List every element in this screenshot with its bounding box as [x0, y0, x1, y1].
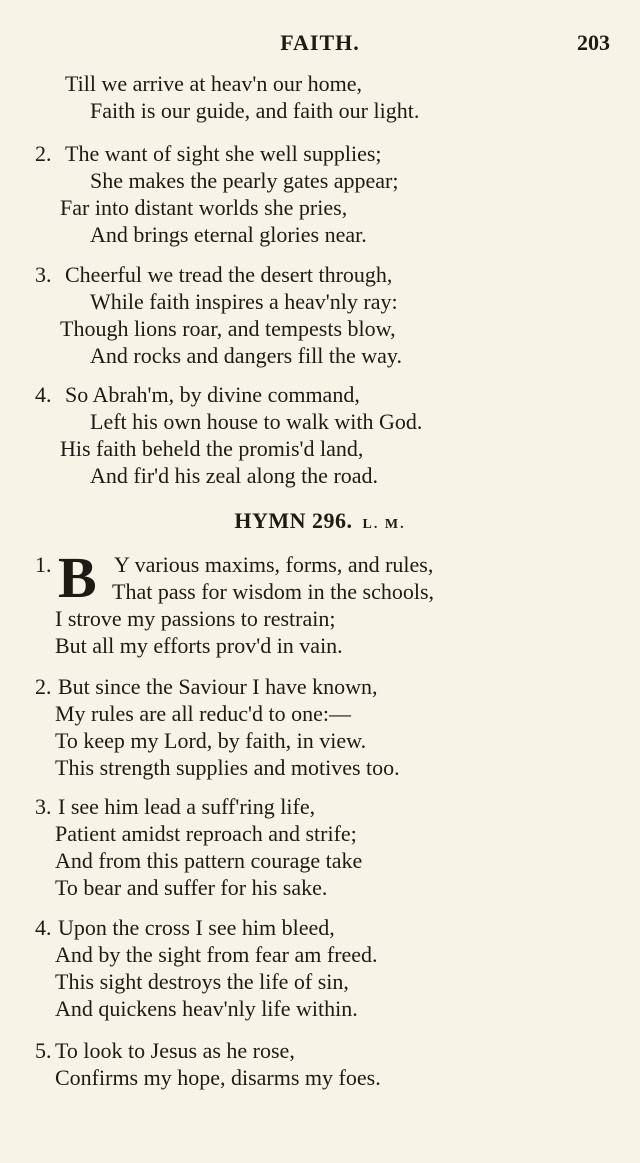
stanza-number: 5. — [35, 1038, 52, 1063]
verse-line: So Abrah'm, by divine command, — [65, 382, 360, 407]
stanza-number: 4. — [35, 382, 52, 407]
stanza-number: 3. — [35, 794, 52, 819]
carryover-stanza — [0, 70, 600, 124]
verse-line: And quickens heav'nly life within. — [55, 996, 358, 1021]
verse-line: She makes the pearly gates appear; — [90, 168, 399, 193]
hymn296-stanza-3 — [0, 793, 600, 901]
verse-line: Confirms my hope, disarms my foes. — [55, 1065, 381, 1090]
hymn296-stanza-2 — [0, 673, 600, 781]
verse-line: Patient amidst reproach and strife; — [55, 821, 357, 846]
stanza-3 — [0, 261, 600, 369]
verse-line: But all my efforts prov'd in vain. — [55, 633, 343, 658]
stanza-number: 2. — [35, 141, 52, 166]
verse-line: And fir'd his zeal along the road. — [90, 463, 379, 488]
hymn296-stanza-4 — [0, 914, 600, 1022]
verse-line: Till we arrive at heav'n our home, — [65, 71, 363, 96]
hymn296-stanza-1 — [0, 545, 600, 659]
verse-line: But since the Saviour I have known, — [58, 674, 378, 699]
stanza-number: 2. — [35, 674, 52, 699]
verse-line: And by the sight from fear am freed. — [55, 942, 378, 967]
verse-line: Cheerful we tread the desert through, — [65, 262, 393, 287]
stanza-2 — [0, 140, 600, 248]
hymn296-stanza-5 — [0, 1037, 600, 1091]
verse-line: And from this pattern courage take — [55, 848, 363, 873]
verse-line: My rules are all reduc'd to one:— — [55, 701, 351, 726]
verse-line: And brings eternal glories near. — [90, 222, 367, 247]
verse-line: Y various maxims, forms, and rules, — [114, 552, 434, 577]
stanza-4 — [0, 381, 600, 489]
hymn-heading — [0, 508, 640, 534]
verse-line: Though lions roar, and tempests blow, — [60, 316, 396, 341]
verse-line: The want of sight she well supplies; — [65, 141, 382, 166]
page-number: 203 — [577, 30, 610, 55]
verse-line: Far into distant worlds she pries, — [60, 195, 348, 220]
stanza-number: 4. — [35, 915, 52, 940]
stanza-number: 1. — [35, 552, 52, 577]
verse-line: This strength supplies and motives too. — [55, 755, 400, 780]
verse-line: I see him lead a suff'ring life, — [58, 794, 316, 819]
hymn-meter: L. M. — [362, 517, 406, 532]
verse-line: To look to Jesus as he rose, — [55, 1038, 295, 1063]
verse-line: To keep my Lord, by faith, in view. — [55, 728, 367, 753]
running-head — [0, 30, 640, 60]
drop-cap: B — [58, 545, 97, 610]
hymn-title: HYMN 296. — [234, 508, 353, 533]
verse-line: That pass for wisdom in the schools, — [112, 579, 435, 604]
verse-line: His faith beheld the promis'd land, — [60, 436, 364, 461]
verse-line: To bear and suffer for his sake. — [55, 875, 328, 900]
verse-line: While faith inspires a heav'nly ray: — [90, 289, 398, 314]
verse-line: This sight destroys the life of sin, — [55, 969, 349, 994]
verse-line: Faith is our guide, and faith our light. — [90, 98, 420, 123]
verse-line: I strove my passions to restrain; — [55, 606, 336, 631]
verse-line: Left his own house to walk with God. — [90, 409, 423, 434]
verse-line: Upon the cross I see him bleed, — [58, 915, 335, 940]
verse-line: And rocks and dangers fill the way. — [90, 343, 402, 368]
running-title: FAITH. — [280, 30, 360, 55]
stanza-number: 3. — [35, 262, 52, 287]
